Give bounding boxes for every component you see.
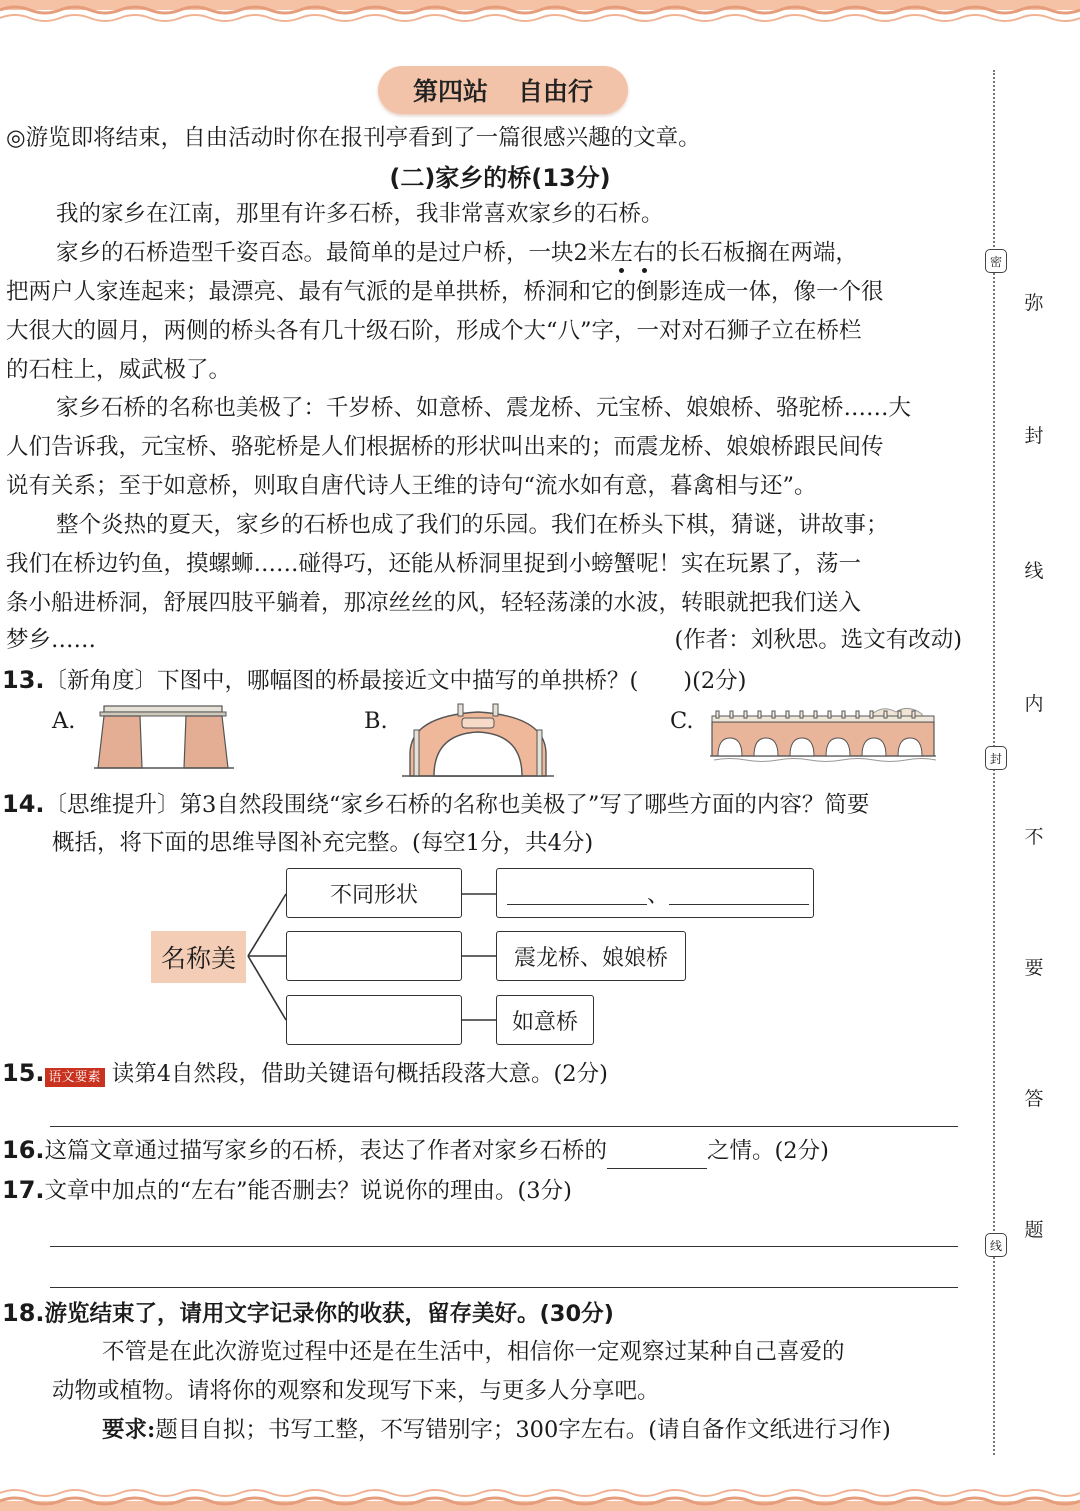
article-title: (二)家乡的桥(13分) (389, 164, 611, 192)
question-17: 17.文章中加点的“左右”能否删去？说说你的理由。(3分) (2, 1176, 572, 1204)
mind-map-root: 名称美 (151, 931, 246, 983)
station-theme: 自由行 (518, 77, 594, 106)
mind-map-branch-legend-blank[interactable] (286, 931, 462, 981)
slab-bridge-image[interactable] (94, 702, 234, 770)
option-b-label[interactable]: B. (364, 708, 388, 734)
question-18-prompt-2: 动物或植物。请将你的观察和发现写下来，与更多人分享吧。 (52, 1378, 660, 1404)
single-arch-bridge-image[interactable] (402, 702, 554, 778)
option-a-label[interactable]: A. (52, 708, 76, 734)
margin-char-5: 不 (1024, 826, 1044, 848)
bottom-wave-border (0, 1485, 1080, 1511)
question-13: 13.〔新角度〕下图中，哪幅图的桥最接近文中描写的单拱桥？( )(2分) (2, 666, 747, 694)
paragraph-1: 我的家乡在江南，那里有许多石桥，我非常喜欢家乡的石桥。 (56, 201, 664, 227)
paragraph-3-line-2: 人们告诉我，元宝桥、骆驼桥是人们根据桥的形状叫出来的；而震龙桥、娘娘桥跟民间传 (6, 434, 884, 460)
mind-map-leaf-poem: 如意桥 (496, 995, 594, 1045)
margin-char-2: 封 (1024, 425, 1044, 447)
margin-char-4: 内 (1024, 693, 1044, 715)
dotted-char-you: 右 (632, 240, 656, 266)
answer-line-17b[interactable] (50, 1287, 958, 1288)
mind-map-leaf-legend: 震龙桥、娘娘桥 (496, 931, 686, 981)
paragraph-4-line-1: 整个炎热的夏天，家乡的石桥也成了我们的乐园。我们在桥头下棋，猜谜，讲故事； (56, 512, 889, 538)
yuwen-yaosu-badge: 语文要素 (45, 1068, 105, 1087)
margin-char-3: 线 (1024, 560, 1044, 582)
answer-blank-16[interactable] (607, 1142, 707, 1169)
option-c-label[interactable]: C. (670, 708, 694, 734)
dotted-char-zuo: 左 (610, 240, 633, 266)
paragraph-3-line-1: 家乡石桥的名称也美极了：千岁桥、如意桥、震龙桥、元宝桥、娘娘桥、骆驼桥……大 (56, 395, 912, 421)
answer-line-15[interactable] (50, 1126, 958, 1127)
question-18-prompt-1: 不管是在此次游览过程中还是在生活中，相信你一定观察过某种自己喜爱的 (102, 1339, 845, 1365)
seal-mark-feng: 封 (985, 746, 1007, 770)
seal-mark-mi: 密 (985, 249, 1007, 273)
question-15: 15. 语文要素 读第4自然段，借助关键语句概括段落大意。(2分) (2, 1059, 608, 1087)
paragraph-2-line-1: 家乡的石桥造型千姿百态。最简单的是过户桥，一块2米左右的长石板搁在两端， (56, 240, 858, 266)
mind-map-leaf-shape-examples[interactable]: 、 (496, 868, 814, 918)
mind-map-branch-poem-blank[interactable] (286, 995, 462, 1045)
answer-blank-1[interactable] (507, 882, 647, 905)
question-16: 16.这篇文章通过描写家乡的石桥，表达了作者对家乡石桥的 之情。(2分) (2, 1132, 829, 1169)
question-14-line-1: 14.〔思维提升〕第3自然段围绕“家乡石桥的名称也美极了”写了哪些方面的内容？简要 (2, 790, 870, 818)
paragraph-2-line-3: 大很大的圆月，两侧的桥头各有几十级石阶，形成个大“八”字，一对对石狮子立在桥栏 (6, 318, 862, 344)
question-14-line-2: 概括，将下面的思维导图补充完整。(每空1分，共4分) (52, 830, 594, 856)
margin-char-6: 要 (1024, 957, 1044, 979)
top-wave-border (0, 0, 1080, 26)
question-18-requirements: 要求:题目自拟；书写工整，不写错别字；300字左右。(请自备作文纸进行习作) (102, 1417, 891, 1443)
multi-arch-bridge-image[interactable] (710, 702, 936, 764)
paragraph-3-line-3: 说有关系；至于如意桥，则取自唐代诗人王维的诗句“流水如有意，暮禽相与还”。 (6, 473, 817, 499)
paragraph-4-line-4: 梦乡…… (6, 627, 97, 653)
question-18: 18.游览结束了，请用文字记录你的收获，留存美好。(30分) (2, 1299, 614, 1327)
margin-char-1: 弥 (1024, 292, 1044, 314)
seal-mark-xian: 线 (985, 1233, 1007, 1257)
station-header-pill (378, 66, 628, 114)
margin-char-8: 题 (1024, 1219, 1044, 1241)
paragraph-4-line-3: 条小船进桥洞，舒展四肢平躺着，那凉丝丝的风，轻轻荡漾的水波，转眼就把我们送入 (6, 590, 862, 616)
paragraph-2-line-4: 的石柱上，威武极了。 (6, 357, 232, 383)
mind-map-branch-shape: 不同形状 (286, 868, 462, 918)
answer-blank-2[interactable] (669, 882, 809, 905)
margin-char-7: 答 (1024, 1088, 1044, 1110)
paragraph-4-line-2: 我们在桥边钓鱼，摸螺蛳……碰得巧，还能从桥洞里捉到小螃蟹呢！实在玩累了，荡一 (6, 551, 862, 577)
station-label: 第四站 (412, 77, 488, 106)
article-source: (作者：刘秋思。选文有改动) (674, 627, 962, 653)
intro-text: ◎游览即将结束，自由活动时你在报刊亭看到了一篇很感兴趣的文章。 (6, 125, 701, 151)
paragraph-2-line-2: 把两户人家连起来；最漂亮、最有气派的是单拱桥，桥洞和它的倒影连成一体，像一个很 (6, 279, 884, 305)
answer-line-17a[interactable] (50, 1246, 958, 1247)
